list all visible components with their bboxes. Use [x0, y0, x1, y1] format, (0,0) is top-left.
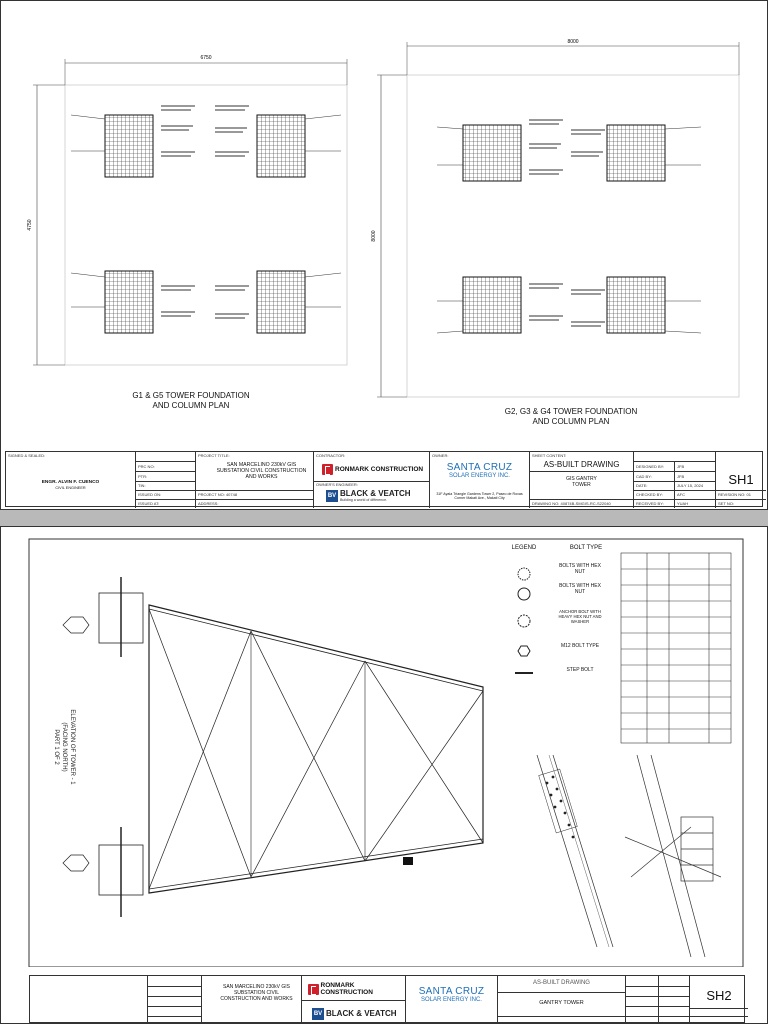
sheet-content: AS-BUILT DRAWING — [543, 460, 620, 469]
legend-item-2: BOLTS WITH HEX NUT — [559, 583, 601, 595]
legend-item-1: BOLTS WITH HEX NUT — [559, 563, 601, 575]
caption-left: G1 & G5 TOWER FOUNDATION AND COLUMN PLAN — [132, 391, 250, 410]
bolt-detail-2 — [625, 755, 721, 957]
legend-item-3: ANCHOR BOLT WITH HEAVY HEX NUT AND WASHER — [558, 609, 602, 624]
elevation-label — [53, 709, 75, 785]
legend-item-5: STEP BOLT — [566, 667, 594, 673]
santa-cruz-logo-2: SANTA CRUZ SOLAR ENERGY INC. — [418, 986, 485, 1003]
project-title: SAN MARCELINO 230kV GIS SUBSTATION CIVIL CONSTRUCTION AND WORKS — [216, 462, 307, 480]
legend-heading: LEGEND — [511, 545, 537, 551]
dim-left-width: 6750 — [200, 55, 212, 61]
svg-text:PART 1 OF 2: PART 1 OF 2 — [53, 729, 59, 765]
ronmark-logo-2: RONMARK CONSTRUCTION — [308, 982, 405, 996]
drawing-number: 40874B-SMGIS-RC-S22040 — [560, 501, 611, 506]
title-block-2: SAN MARCELINO 230kV GIS SUBSTATION CIVIL CONSTRUCTION AND WORKS RONMARK CONSTRUCTION BV BLACK & VEATCH SANTA CRUZ SOLAR ENERGY INC. AS-BUILT DRAWING GANTRY TOWER SH2 — [29, 975, 745, 1023]
legend-item-4: M12 BOLT TYPE — [560, 643, 600, 649]
santa-cruz-logo: SANTA CRUZ SOLAR ENERGY INC. — [446, 462, 513, 479]
engineer-name: ENGR. ALVIN F. CUENCO — [41, 480, 100, 485]
drawing-sheet-1 — [0, 0, 768, 510]
dim-left-height: 4750 — [27, 219, 33, 231]
foundation-g1-top-left — [71, 105, 341, 333]
foundation-g2-plan — [437, 119, 701, 333]
title-block-1: SIGNED & SEALED: ENGR. ALVIN F. CUENCO CIVIL ENGINEER PRC NO: PTR: TIN: ISSUED ON: ISSUED AT: PROJECT TITLE: SAN MARCELINO 230kV GIS SUBSTATION CIVIL CONSTRUCTION AND WORKS PROJECT NO: 40748 ADDRESS: CONTRACTOR: RONMARK CONSTRUCTION OWNER'S ENGINEER: BV BLACK & VEATCH Building a world of difference. OWNER: SANTA CRUZ SOLAR ENERGY INC. 31F Ayala Triangle Gardens Tower 2, Paseo de Roxas Corner Makati Ave., Makati City SHEET CONTENT: AS-BUILT DRAWING GIS GANTRY TOWER DRAWING NO: 40874B-SMGIS-RC-S22040 DESIGNED BY: JFB CAD BY: JFB DATE: JULY 15, 2024 CHECKED BY: AFC RECEIVED BY: YUAH SH1 REVISION NO: 01 SET NO: — [5, 451, 763, 507]
foundation-plan-drawing — [1, 1, 767, 451]
dim-right-width: 8000 — [567, 39, 579, 45]
black-veatch-logo: BV BLACK & VEATCH Building a world of difference. — [327, 489, 411, 502]
bolt-detail-1 — [537, 755, 613, 947]
tower-elevation-drawing — [1, 527, 767, 967]
black-veatch-logo-2: BV BLACK & VEATCH — [313, 1009, 397, 1018]
bolt-schedule-table — [621, 553, 731, 743]
ronmark-logo: RONMARK CONSTRUCTION — [322, 464, 423, 475]
caption-right: G2, G3 & G4 TOWER FOUNDATION AND COLUMN PLAN — [504, 407, 638, 426]
sheet-number-2: SH2 — [706, 988, 732, 1003]
dim-right-height: 8000 — [371, 230, 377, 242]
drawing-sheet-2 — [0, 526, 768, 1024]
svg-text:(FACING NORTH): (FACING NORTH) — [61, 722, 67, 772]
sheet-number: SH1 — [728, 472, 754, 487]
bolt-type-heading: BOLT TYPE — [569, 545, 603, 551]
svg-text:ELEVATION OF TOWER - 1: ELEVATION OF TOWER - 1 — [69, 709, 75, 785]
